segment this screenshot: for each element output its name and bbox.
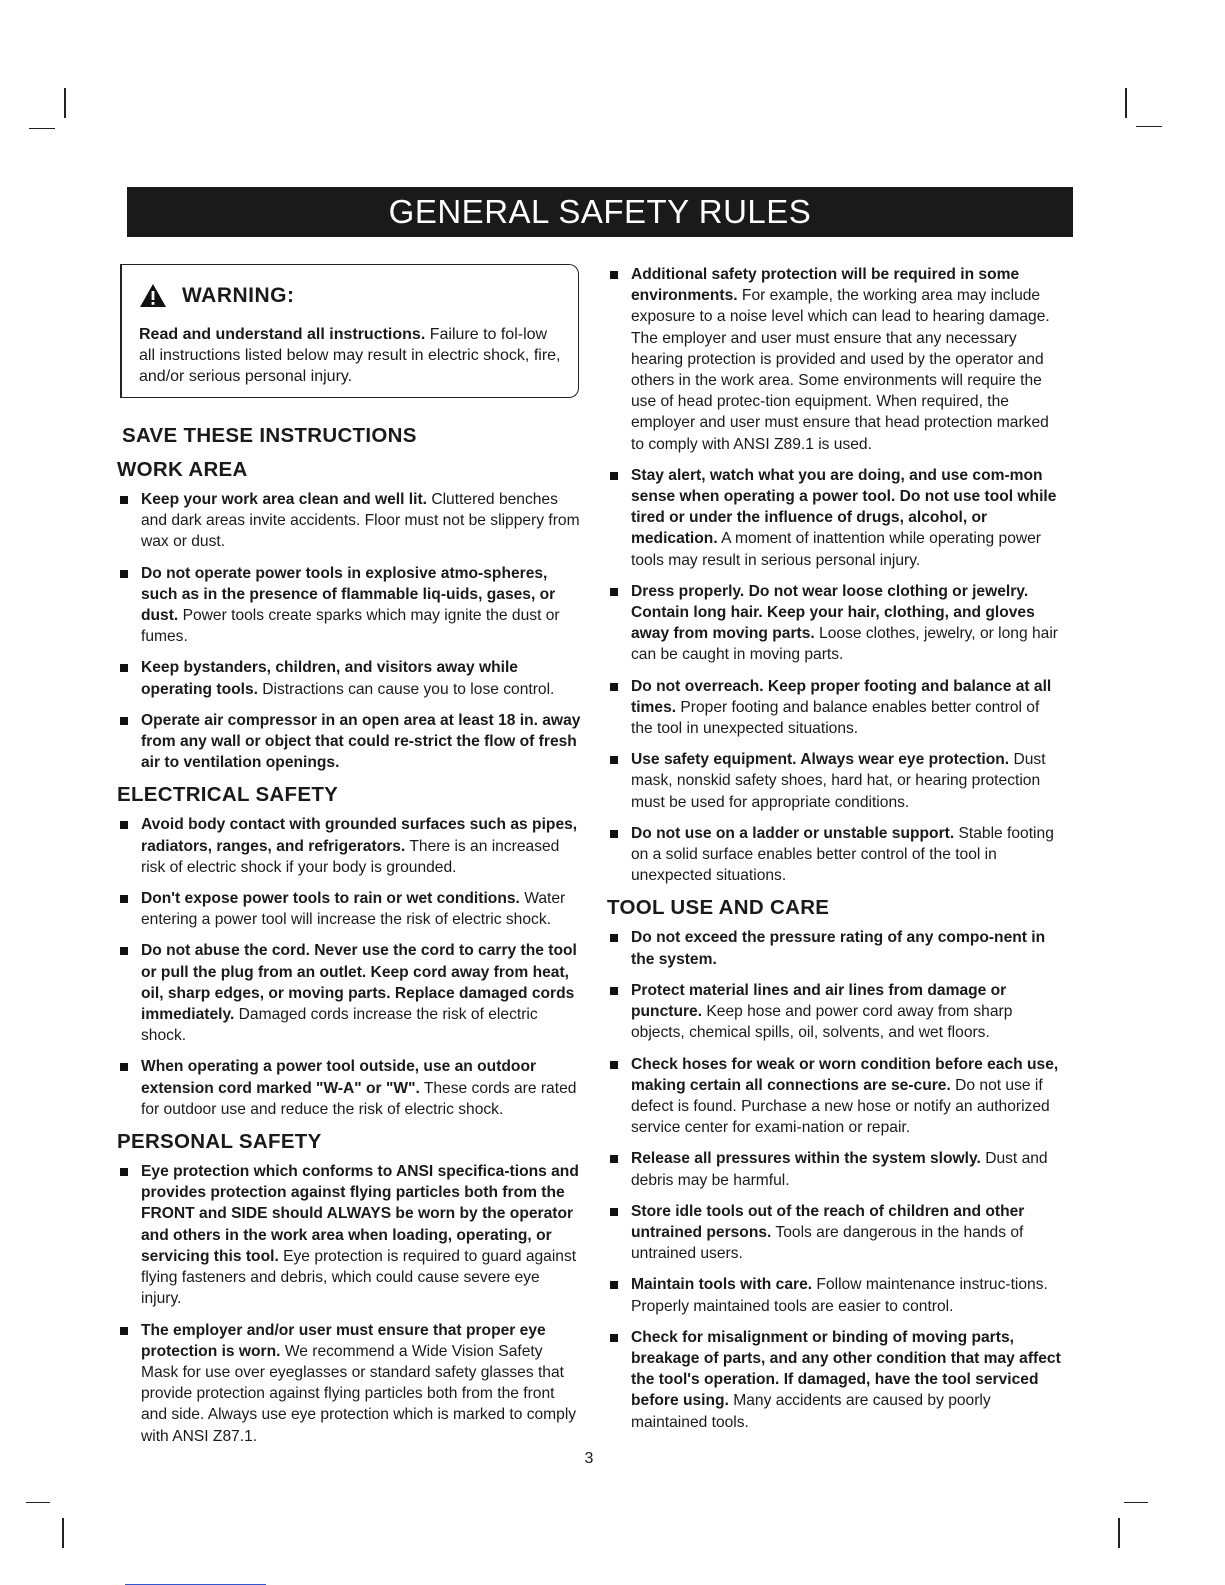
- crop-mark: [1124, 1502, 1148, 1503]
- tool-use-heading: TOOL USE AND CARE: [607, 896, 830, 920]
- rule-lead: Don't expose power tools to rain or wet conditions.: [141, 890, 520, 908]
- warning-body: Failure to fol-low all instructions listed below may result in electric shock, fire, and/or serious personal injury.: [139, 326, 561, 385]
- list-item: [117, 1161, 583, 1309]
- personal-safety-list: [117, 1161, 583, 1447]
- rule-lead: Keep your work area clean and well lit.: [141, 491, 427, 508]
- personal-safety-list-continued: [607, 264, 1061, 886]
- rule-lead: Eye protection which conforms to ANSI specifica-tions and provides protection against flying particles both from the FRONT and SIDE should ALWAYS be worn by the operator and others in the work area when loading, operating, or servicing this tool.: [141, 1163, 579, 1265]
- work-area-heading: WORK AREA: [117, 458, 248, 481]
- list-item: [117, 710, 583, 774]
- save-instructions-heading: SAVE THESE INSTRUCTIONS: [122, 424, 417, 447]
- rule-text: A moment of inattention while operating power tools may result in serious personal injury.: [631, 530, 1041, 569]
- rule-text: Distractions can cause you to lose control.: [257, 680, 555, 698]
- list-item: [117, 1056, 583, 1120]
- rule-lead: Check hoses for weak or worn condition before each use, making certain all connections are se-cure.: [631, 1055, 1059, 1094]
- crop-mark: [1125, 88, 1127, 118]
- rule-text: Dust and debris may be harmful.: [631, 1150, 1048, 1189]
- list-item: [607, 465, 1061, 571]
- list-item: [117, 940, 583, 1046]
- warning-header: [139, 283, 566, 308]
- rule-text: Power tools create sparks which may ignite the dust or fumes.: [141, 607, 560, 646]
- rule-text: For example, the working area may include exposure to a noise level which can lead to hearing damage. The employer and user must ensure that any necessary hearing protection is provided and used by the operator and others in the work area. Some environments will require the use of head protec-tion equipment. When required, the employer and user must ensure that head protection marked to comply with ANSI Z89.1 is used.: [631, 287, 1050, 453]
- rule-lead: Do not abuse the cord. Never use the cord to carry the tool or pull the plug from an outlet. Keep cord away from heat, oil, sharp edges, or moving parts. Replace damaged cords immediately.: [141, 942, 577, 1024]
- page-title: GENERAL SAFETY RULES: [127, 187, 1073, 237]
- list-item: [117, 1320, 583, 1447]
- rule-text: Many accidents are caused by poorly maintained tools.: [631, 1392, 991, 1431]
- rule-text: Do not use if defect is found. Purchase a new hose or notify an authorized service center for exami-nation or repair.: [631, 1076, 1050, 1137]
- rule-text: These cords are rated for outdoor use and reduce the risk of electric shock.: [141, 1079, 577, 1118]
- crop-mark: [26, 1502, 50, 1503]
- list-item: [607, 927, 1061, 969]
- rule-lead: Maintain tools with care.: [631, 1276, 813, 1294]
- list-item: [607, 581, 1061, 666]
- rule-text: Loose clothes, jewelry, or long hair can be caught in moving parts.: [631, 625, 1058, 664]
- rule-lead: Avoid body contact with grounded surfaces such as pipes, radiators, ranges, and refrigerators.: [141, 816, 578, 855]
- list-item: [607, 823, 1061, 887]
- rule-text: We recommend a Wide Vision Safety Mask for use over eyeglasses or standard safety glasses that provide protection against flying particles both from the front and side. Always use eye protection which is marked to comply with ANSI Z87.1.: [141, 1342, 577, 1445]
- rule-text: Keep hose and power cord away from sharp objects, chemical spills, oil, solvents, and wet floors.: [631, 1003, 1013, 1042]
- warning-triangle-icon: [139, 283, 167, 308]
- warning-title: WARNING:: [182, 284, 295, 307]
- rule-lead: Store idle tools out of the reach of children and other untrained persons.: [631, 1202, 1025, 1241]
- rule-text: There is an increased risk of electric shock if your body is grounded.: [141, 837, 560, 876]
- rule-text: Dust mask, nonskid safety shoes, hard hat, or hearing protection must be used for appropriate conditions.: [631, 751, 1046, 811]
- rule-lead: When operating a power tool outside, use an outdoor extension cord marked "W-A" or "W".: [141, 1058, 537, 1097]
- rule-text: Tools are dangerous in the hands of untrained users.: [631, 1223, 1024, 1263]
- list-item: [607, 264, 1061, 455]
- list-item: [117, 814, 583, 878]
- rule-lead: Do not operate power tools in explosive atmo-spheres, such as in the presence of flammable liq-uids, gases, or dust.: [141, 564, 556, 625]
- rule-text: Water entering a power tool will increase the risk of electric shock.: [141, 890, 566, 929]
- list-item: [607, 1327, 1061, 1433]
- rule-lead: Release all pressures within the system slowly.: [631, 1150, 981, 1168]
- page-number: 3: [584, 1450, 594, 1467]
- rule-lead: Keep bystanders, children, and visitors away while operating tools.: [141, 659, 518, 698]
- rule-text: Cluttered benches and dark areas invite accidents. Floor must not be slippery from wax or dust.: [141, 491, 580, 551]
- crop-mark: [1136, 126, 1162, 127]
- rule-lead: Do not overreach. Keep proper footing and balance at all times.: [631, 677, 1052, 716]
- rule-text: Follow maintenance instruc-tions. Properly maintained tools are easier to control.: [631, 1276, 1048, 1315]
- rule-text: Proper footing and balance enables better control of the tool in unexpected situations.: [631, 698, 1040, 738]
- warning-text: [139, 324, 566, 387]
- list-item: [117, 489, 583, 553]
- rule-lead: Use safety equipment. Always wear eye protection.: [631, 751, 1010, 769]
- warning-lead: Read and understand all instructions.: [139, 326, 426, 343]
- rule-lead: Additional safety protection will be required in some environments.: [631, 266, 1020, 305]
- list-item: [607, 676, 1061, 740]
- crop-mark: [29, 128, 55, 129]
- crop-mark: [62, 1518, 64, 1548]
- electrical-safety-heading: ELECTRICAL SAFETY: [117, 783, 339, 807]
- rule-text: Stable footing on a solid surface enables better control of the tool in unexpected situations.: [631, 824, 1054, 885]
- rule-lead: Do not exceed the pressure rating of any compo-nent in the system.: [631, 929, 1046, 968]
- rule-lead: Dress properly. Do not wear loose clothing or jewelry. Contain long hair. Keep your hair, clothing, and gloves away from moving parts.: [631, 582, 1035, 643]
- work-area-list: [117, 489, 583, 773]
- right-column: [607, 264, 1061, 1443]
- left-column: [117, 264, 583, 1457]
- list-item: [607, 1274, 1061, 1316]
- crop-mark: [64, 88, 66, 118]
- list-item: [607, 749, 1061, 813]
- list-item: [117, 563, 583, 648]
- rule-lead: Stay alert, watch what you are doing, and use com-mon sense when operating a power tool. Do not use tool while tired or under the influence of drugs, alcohol, or medication.: [631, 466, 1057, 548]
- electrical-safety-list: [117, 814, 583, 1120]
- rule-lead: Protect material lines and air lines from damage or puncture.: [631, 981, 1007, 1021]
- list-item: [607, 1201, 1061, 1265]
- rule-text: Eye protection is required to guard against flying fasteners and debris, which could cause severe eye injury.: [141, 1247, 577, 1308]
- warning-box: [120, 264, 579, 398]
- crop-mark: [1118, 1518, 1120, 1548]
- list-item: [607, 1054, 1061, 1139]
- list-item: [607, 980, 1061, 1044]
- tool-use-list: [607, 927, 1061, 1432]
- personal-safety-heading: PERSONAL SAFETY: [117, 1130, 322, 1154]
- list-item: [117, 657, 583, 699]
- rule-lead: Operate air compressor in an open area at least 18 in. away from any wall or object that could re-strict the flow of fresh air to ventilation openings.: [141, 711, 581, 772]
- rule-text: Damaged cords increase the risk of electric shock.: [141, 1006, 538, 1045]
- rule-lead: Check for misalignment or binding of moving parts, breakage of parts, and any other condition that may affect the tool's operation. If damaged, have the tool serviced before using.: [631, 1328, 1061, 1410]
- rule-lead: Do not use on a ladder or unstable support.: [631, 824, 955, 842]
- list-item: [117, 888, 583, 930]
- list-item: [607, 1148, 1061, 1190]
- rule-lead: The employer and/or user must ensure that proper eye protection is worn.: [141, 1321, 546, 1360]
